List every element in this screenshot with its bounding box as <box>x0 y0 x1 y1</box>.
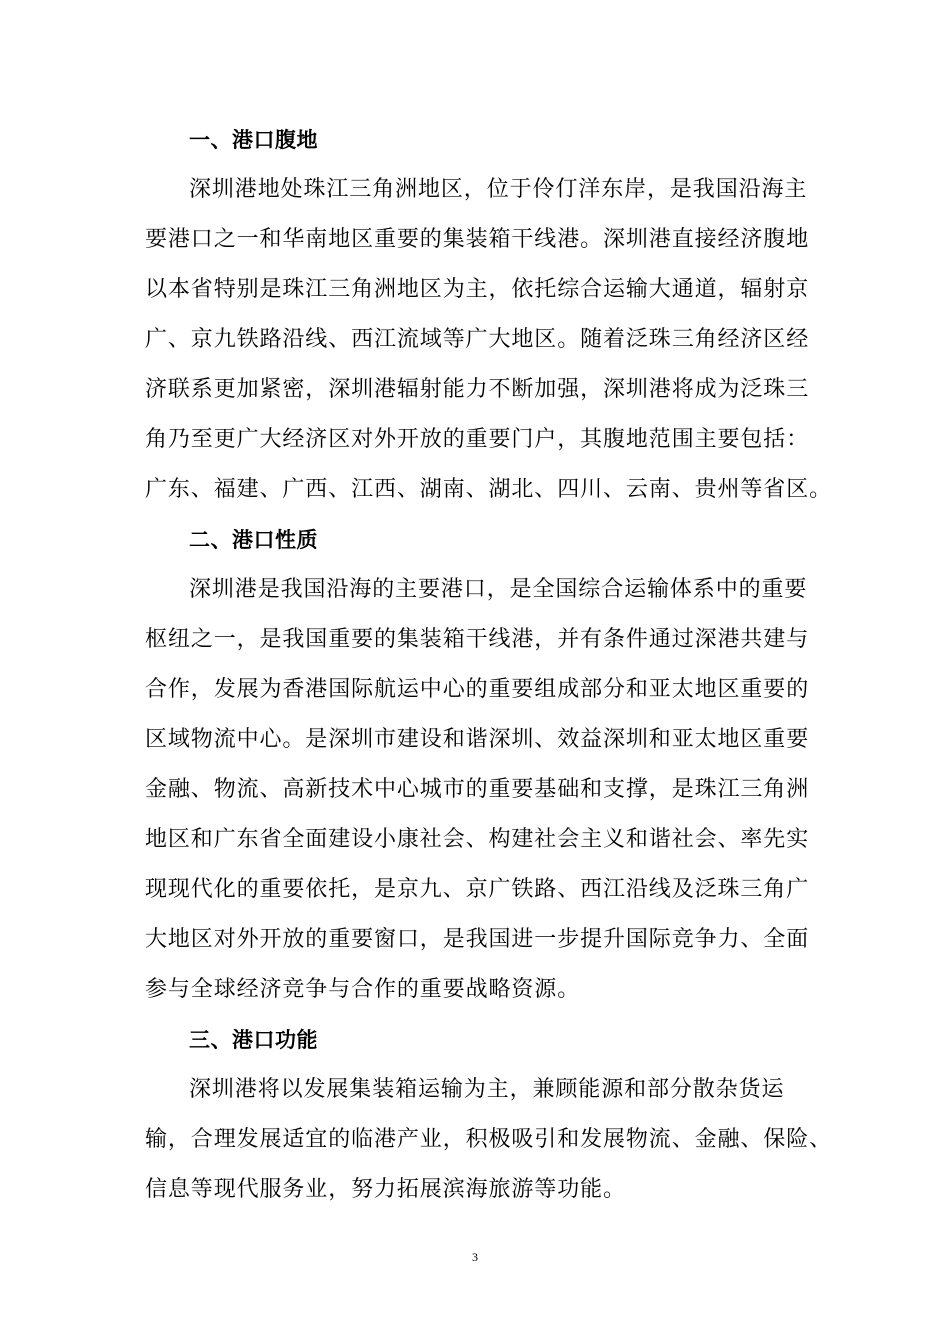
paragraph-line: 地区和广东省全面建设小康社会、构建社会主义和谐社会、率先实 <box>145 827 810 852</box>
paragraph-line: 广东、福建、广西、江西、湖南、湖北、四川、云南、贵州等省区。 <box>145 477 833 502</box>
paragraph-line: 深圳港地处珠江三角洲地区，位于伶仃洋东岸，是我国沿海主 <box>189 177 808 202</box>
paragraph-line: 合作，发展为香港国际航运中心的重要组成部分和亚太地区重要的 <box>145 677 810 702</box>
paragraph-line: 以本省特别是珠江三角洲地区为主，依托综合运输大通道，辐射京 <box>145 277 810 302</box>
section-heading-port-nature: 二、港口性质 <box>189 527 318 552</box>
paragraph-line: 输，合理发展适宜的临港产业，积极吸引和发展物流、金融、保险、 <box>145 1127 833 1152</box>
paragraph-line: 深圳港将以发展集装箱运输为主，兼顾能源和部分散杂货运 <box>189 1077 785 1102</box>
section-heading-hinterland: 一、港口腹地 <box>189 127 318 152</box>
paragraph-line: 广、京九铁路沿线、西江流域等广大地区。随着泛珠三角经济区经 <box>145 327 810 352</box>
paragraph-line: 信息等现代服务业，努力拓展滨海旅游等功能。 <box>145 1177 626 1202</box>
paragraph-line: 参与全球经济竞争与合作的重要战略资源。 <box>145 977 581 1002</box>
paragraph-line: 现现代化的重要依托，是京九、京广铁路、西江沿线及泛珠三角广 <box>145 877 810 902</box>
paragraph-line: 区域物流中心。是深圳市建设和谐深圳、效益深圳和亚太地区重要 <box>145 727 810 752</box>
paragraph-line: 角乃至更广大经济区对外开放的重要门户，其腹地范围主要包括： <box>145 427 810 452</box>
section-heading-port-function: 三、港口功能 <box>189 1027 318 1052</box>
paragraph-line: 大地区对外开放的重要窗口，是我国进一步提升国际竞争力、全面 <box>145 927 810 952</box>
paragraph-line: 深圳港是我国沿海的主要港口，是全国综合运输体系中的重要 <box>189 577 808 602</box>
paragraph-line: 金融、物流、高新技术中心城市的重要基础和支撑，是珠江三角洲 <box>145 777 810 802</box>
paragraph-line: 济联系更加紧密，深圳港辐射能力不断加强，深圳港将成为泛珠三 <box>145 377 810 402</box>
page-number: 3 <box>472 1250 478 1264</box>
paragraph-line: 要港口之一和华南地区重要的集装箱干线港。深圳港直接经济腹地 <box>145 227 810 252</box>
paragraph-line: 枢纽之一，是我国重要的集装箱干线港，并有条件通过深港共建与 <box>145 627 810 652</box>
